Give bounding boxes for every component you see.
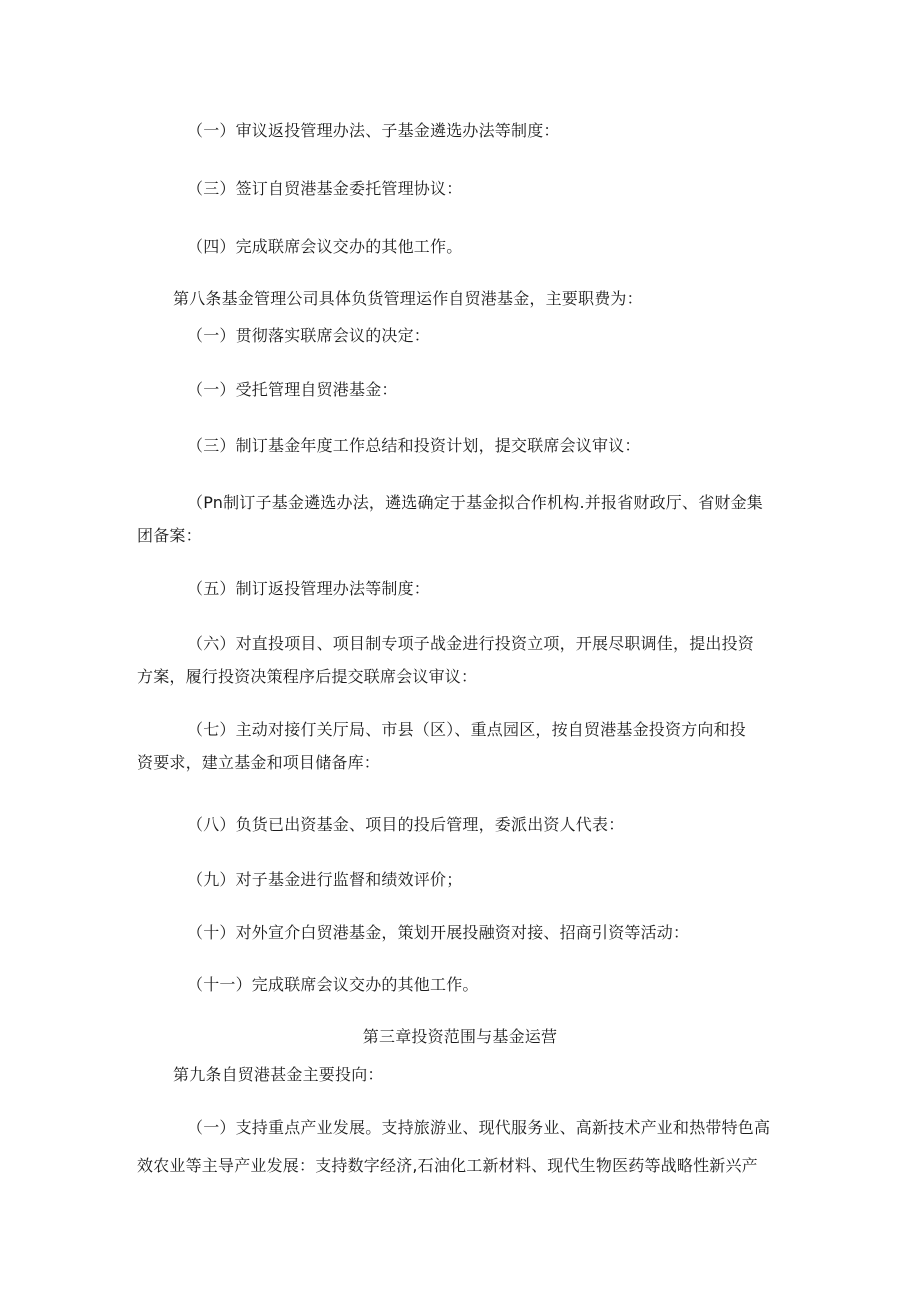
clause-item-other-work: （四）完成联席会议交办的其他工作。 (187, 237, 463, 256)
article-eight-heading: 第八条基金管理公司具体负货管理运作自贸港基金，主要职费为： (173, 289, 643, 308)
duty-item-docking-line2: 资要求，建立基金和项目储备库： (137, 753, 381, 772)
duty-item-other-work: （十一）完成联席会议交办的其他工作。 (187, 975, 479, 994)
duty-item-direct-investment-line1: （六）对直投项目、项目制专项子战金进行投资立项，开展尽职调佳，提出投资 (187, 634, 755, 653)
duty-item-selection-line2: 团备案： (137, 526, 202, 545)
duty-item-annual-plan: （三）制订基金年度工作总结和投资计划，提交联席会议审议： (187, 436, 641, 455)
duty-item-direct-investment-line2: 方案，履行投资决策程序后提交联席会议审议： (137, 667, 478, 686)
duty-item-docking-line1: （七）主动对接仃关厅局、市县（区）、重点园区，按自贸港基金投资方向和投 (187, 720, 747, 739)
duty-item-promotion: （十）对外宣介白贸港基金，策划开展投融资对接、招商引资等活动： (187, 923, 690, 942)
duty-item-selection-line1: （Pn制订子基金遴选办法，遴选确定于基金拟合作机构.并报省财政厅、省财金集 (187, 493, 763, 512)
duty-item-post-investment: （八）负货已出资基金、项目的投后管理，委派出资人代表： (187, 815, 625, 834)
article-nine-heading: 第九条自贸港甚金主要投向： (173, 1065, 384, 1084)
clause-item-sign-agreement: （三）签订自贸港基金委托管理协议： (187, 179, 463, 198)
duty-item-implement: （一）贯彻落实联席会议的决定： (187, 326, 431, 345)
duty-item-return-investment: （五）制订返投管理办法等制度： (187, 579, 431, 598)
clause-item-review-measures: （一）审议返投管理办法、子基金遴选办法等制度： (187, 121, 560, 140)
chapter-three-title: 第三章投资范围与基金运营 (362, 1027, 558, 1046)
duty-item-supervision: （九）对子基金进行监督和绩效评价； (187, 870, 463, 889)
investment-direction-line2: 效农业等主导产业发展：支持数字经济,石油化工新材料、现代生物医药等战略性新兴产 (137, 1156, 758, 1175)
investment-direction-line1: （一）支持重点产业发展。支持旅游业、现代服务业、高新技术产业和热带特色高 (187, 1118, 771, 1137)
duty-item-entrusted: （一）受托管理自贸港基金： (187, 380, 398, 399)
